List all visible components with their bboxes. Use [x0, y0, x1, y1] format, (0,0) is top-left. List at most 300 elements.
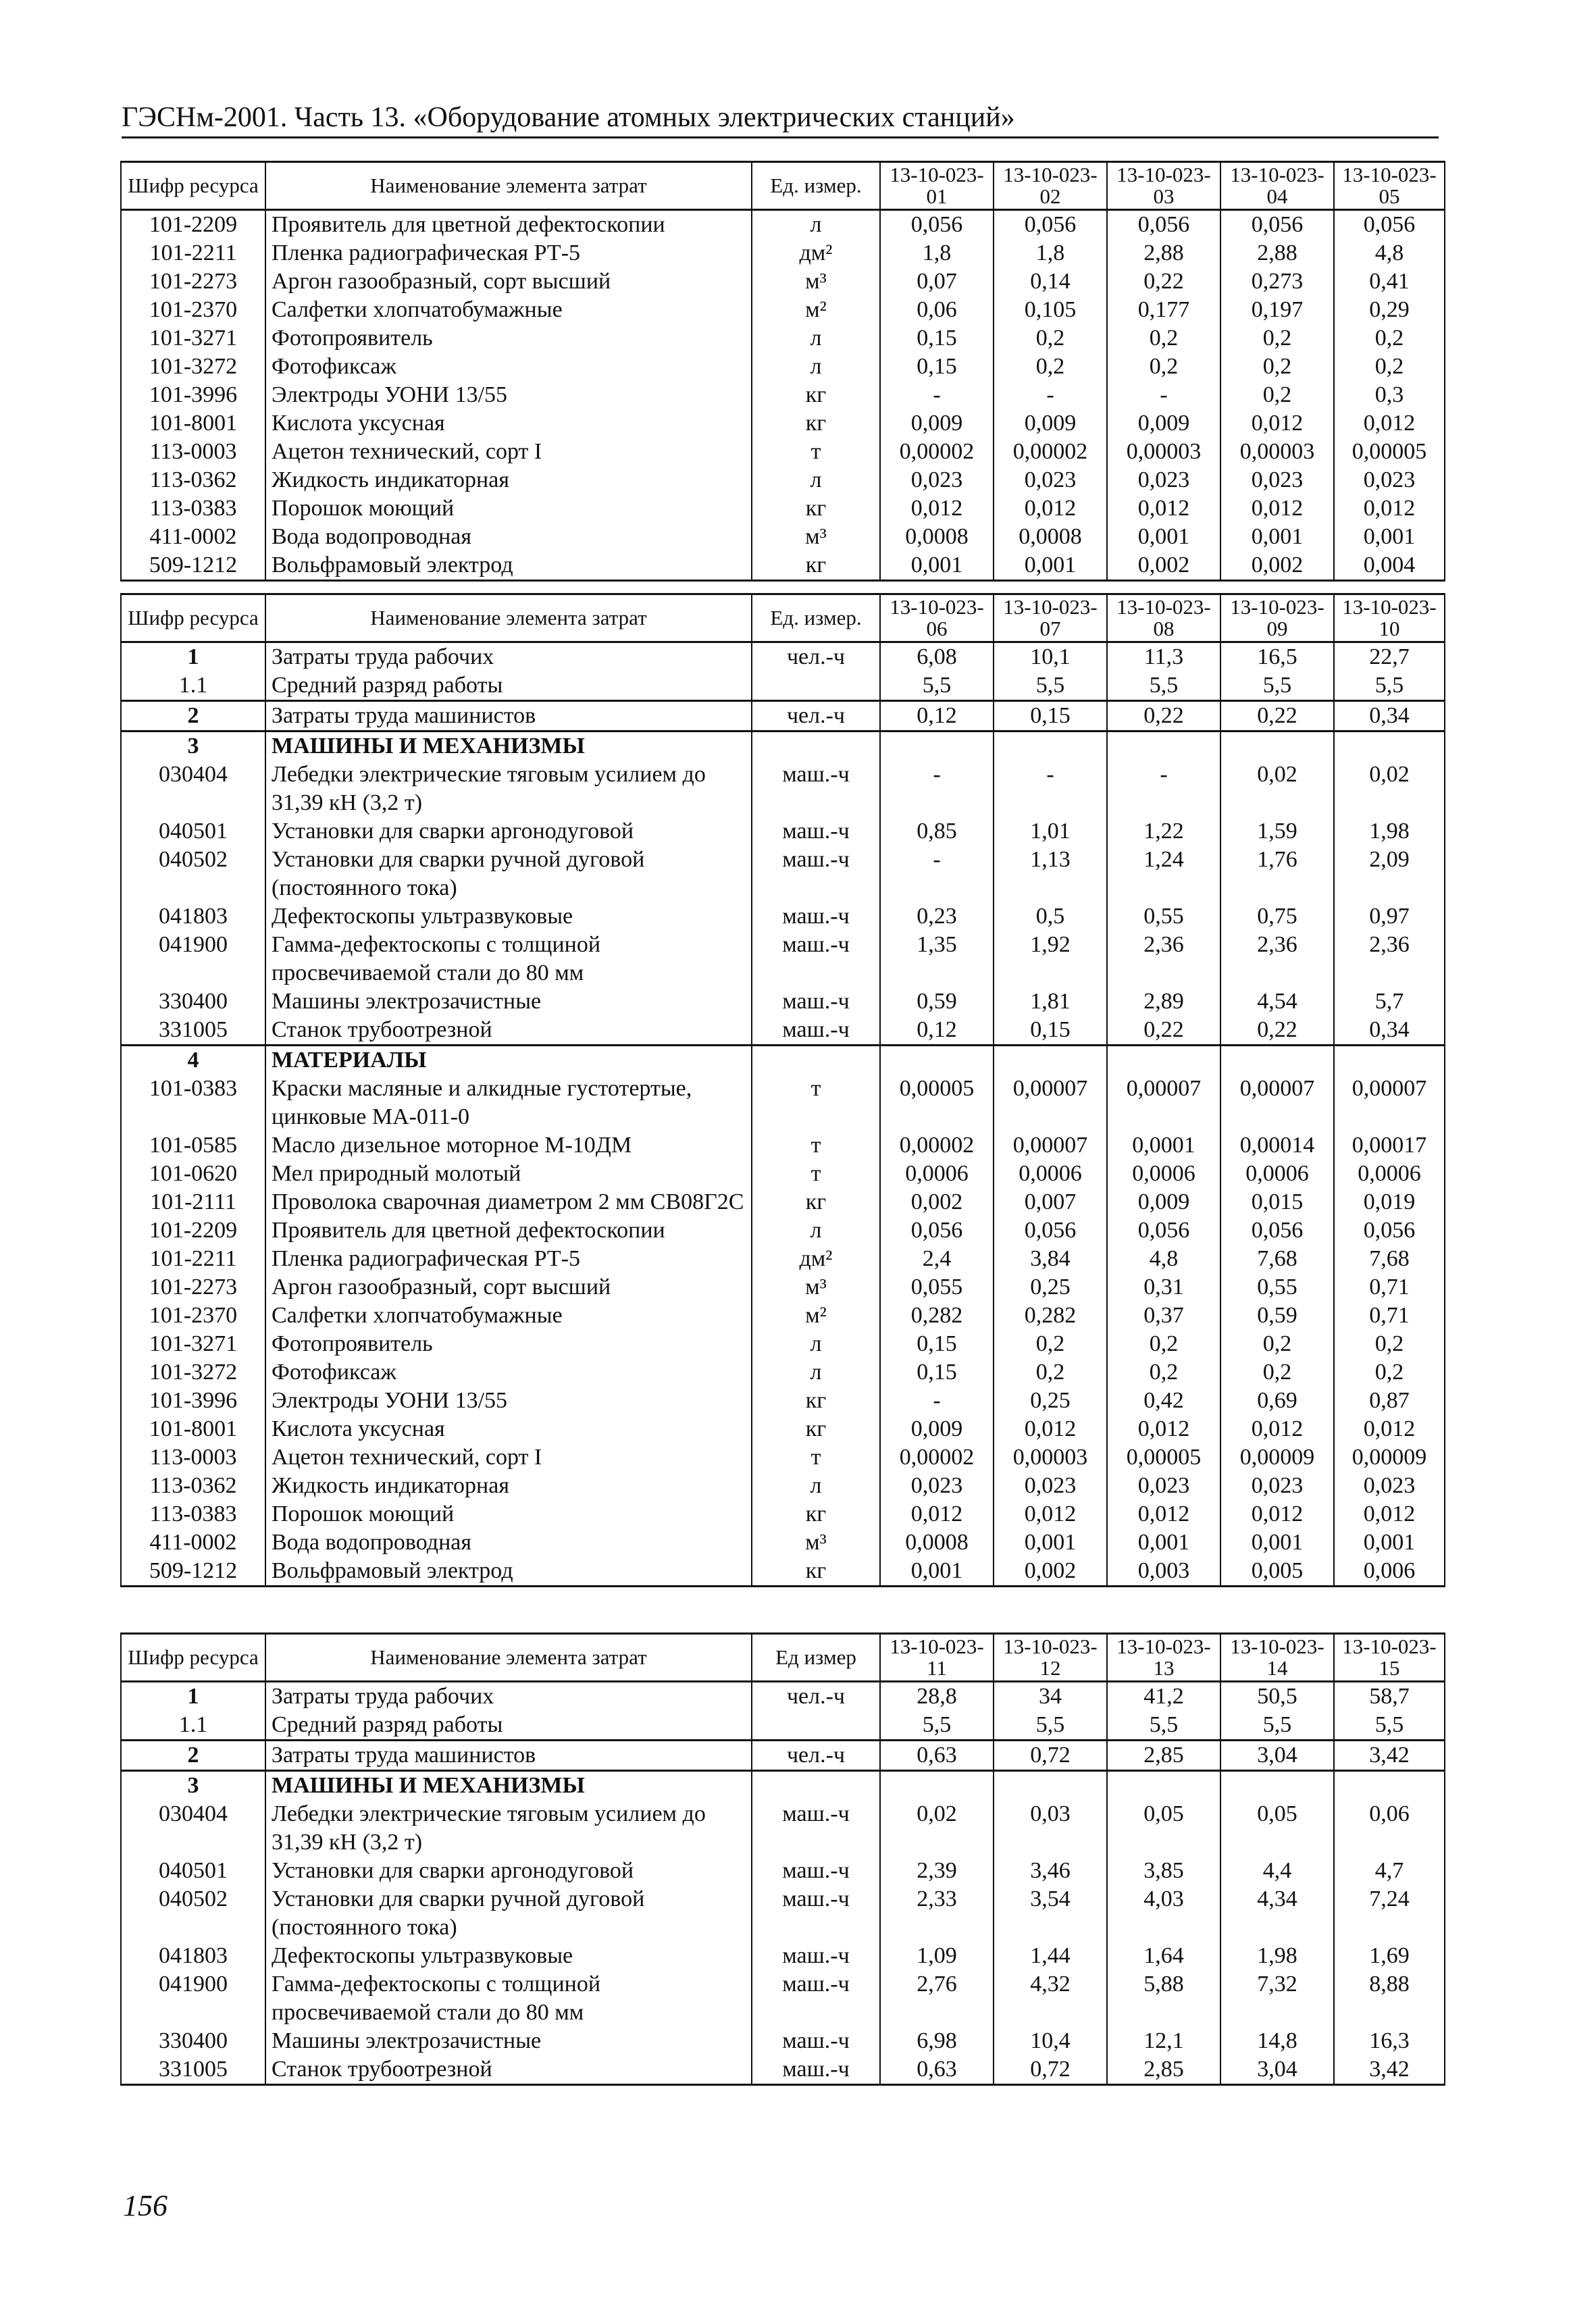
- cell-value: 0,282: [994, 1302, 1107, 1330]
- cell-value: [994, 1771, 1107, 1801]
- cell-value: 0,012: [1107, 1415, 1220, 1443]
- cell-code: 101-2111: [121, 1188, 265, 1216]
- cell-value: 4,7: [1334, 1857, 1445, 1885]
- cell-value: -: [1107, 381, 1220, 409]
- cell-unit: кг: [752, 409, 880, 438]
- cell-value: 0,05: [1107, 1800, 1220, 1857]
- cell-value: 5,5: [1220, 1711, 1334, 1741]
- cell-value: 22,7: [1334, 642, 1445, 672]
- table-row: [121, 1330, 1445, 1358]
- table-header-row: [121, 594, 1445, 642]
- cell-value: 0,00009: [1334, 1443, 1445, 1472]
- cell-value: 0,5: [994, 902, 1107, 931]
- cell-unit: м³: [752, 1273, 880, 1302]
- cell-value: 0,001: [994, 1528, 1107, 1557]
- cell-value: 0,72: [994, 1741, 1107, 1771]
- cell-value: 0,2: [1334, 324, 1445, 353]
- cell-code: 101-3996: [121, 381, 265, 409]
- cell-value: 0,056: [880, 210, 994, 240]
- cell-name: Жидкость индикаторная: [265, 1472, 752, 1500]
- cell-value: 1,92: [994, 931, 1107, 987]
- cell-code: 331005: [121, 2055, 265, 2085]
- cell-value: 3,84: [994, 1245, 1107, 1273]
- table-row: [121, 239, 1445, 267]
- cell-unit: кг: [752, 494, 880, 523]
- cell-value: 3,85: [1107, 1857, 1220, 1885]
- cell-name: Дефектоскопы ультразвуковые: [265, 1942, 752, 1970]
- cell-unit: т: [752, 1131, 880, 1160]
- cell-name: Жидкость индикаторная: [265, 466, 752, 494]
- header-norm-code: 13-10-023-09: [1220, 594, 1334, 642]
- cell-unit: [752, 1771, 880, 1801]
- header-norm-code: 13-10-023-13: [1107, 1634, 1220, 1682]
- cell-unit: дм²: [752, 239, 880, 267]
- cell-value: 0,0006: [1334, 1160, 1445, 1188]
- cell-value: 4,34: [1220, 1885, 1334, 1942]
- cell-code: 101-0620: [121, 1160, 265, 1188]
- cell-name: Аргон газообразный, сорт высший: [265, 267, 752, 296]
- cell-name: Пленка радиографическая РТ-5: [265, 1245, 752, 1273]
- cell-value: 1,35: [880, 931, 994, 987]
- table-row: [121, 1131, 1445, 1160]
- cell-value: 1,13: [994, 846, 1107, 902]
- cell-value: 0,006: [1334, 1557, 1445, 1587]
- page-header: ГЭСНм-2001. Часть 13. «Оборудование атомных электрических станций»: [122, 101, 1439, 138]
- cell-name: Затраты труда рабочих: [265, 1682, 752, 1712]
- table-row: [121, 1016, 1445, 1046]
- cell-value: -: [880, 846, 994, 902]
- cell-value: 0,02: [1220, 761, 1334, 817]
- cell-value: 5,5: [1220, 671, 1334, 701]
- table-row: [121, 1216, 1445, 1245]
- cell-value: 16,3: [1334, 2027, 1445, 2055]
- cell-unit: [752, 1711, 880, 1741]
- cell-value: 2,89: [1107, 987, 1220, 1016]
- cell-unit: маш.-ч: [752, 2027, 880, 2055]
- cell-value: 0,71: [1334, 1302, 1445, 1330]
- table-row: [121, 523, 1445, 551]
- cell-value: 0,012: [994, 494, 1107, 523]
- cell-value: 0,012: [1107, 494, 1220, 523]
- table-row: [121, 671, 1445, 701]
- cell-value: 7,68: [1220, 1245, 1334, 1273]
- table-row: [121, 409, 1445, 438]
- cell-value: 2,36: [1220, 931, 1334, 987]
- cell-value: 0,009: [880, 409, 994, 438]
- table-row: [121, 210, 1445, 240]
- cell-value: 0,59: [880, 987, 994, 1016]
- cell-value: 34: [994, 1682, 1107, 1712]
- cell-value: 0,2: [1107, 1330, 1220, 1358]
- cell-unit: т: [752, 1160, 880, 1188]
- header-name: Наименование элемента затрат: [265, 594, 752, 642]
- cell-value: 12,1: [1107, 2027, 1220, 2055]
- cell-unit: маш.-ч: [752, 1800, 880, 1857]
- header-norm-code: 13-10-023-07: [994, 594, 1107, 642]
- cell-unit: м³: [752, 1528, 880, 1557]
- cell-value: 0,055: [880, 1273, 994, 1302]
- table-row: [121, 1857, 1445, 1885]
- header-norm-code: 13-10-023-01: [880, 162, 994, 210]
- cell-code: 041900: [121, 1970, 265, 2027]
- cell-value: 2,88: [1107, 239, 1220, 267]
- cell-name: МАТЕРИАЛЫ: [265, 1046, 752, 1075]
- cell-name: Электроды УОНИ 13/55: [265, 1387, 752, 1415]
- table-row: [121, 642, 1445, 672]
- cell-name: МАШИНЫ И МЕХАНИЗМЫ: [265, 1771, 752, 1801]
- cell-unit: кг: [752, 1188, 880, 1216]
- cell-unit: л: [752, 324, 880, 353]
- cell-code: 113-0383: [121, 1500, 265, 1528]
- cell-value: 5,5: [1334, 671, 1445, 701]
- cell-unit: маш.-ч: [752, 1942, 880, 1970]
- header-unit: Ед. измер.: [752, 162, 880, 210]
- cell-unit: л: [752, 1330, 880, 1358]
- cell-name: Фотопроявитель: [265, 1330, 752, 1358]
- cell-unit: чел.-ч: [752, 701, 880, 731]
- cell-code: 1: [121, 642, 265, 672]
- cell-value: 0,007: [994, 1188, 1107, 1216]
- cell-value: 0,023: [994, 1472, 1107, 1500]
- cell-value: 5,5: [880, 1711, 994, 1741]
- cell-value: 0,105: [994, 296, 1107, 324]
- cell-name: Электроды УОНИ 13/55: [265, 381, 752, 409]
- cell-value: -: [994, 381, 1107, 409]
- table-row: [121, 1711, 1445, 1741]
- cell-code: 2: [121, 1741, 265, 1771]
- cell-value: 0,009: [1107, 409, 1220, 438]
- header-code: Шифр ресурса: [121, 1634, 265, 1682]
- cell-code: 030404: [121, 761, 265, 817]
- cell-value: 7,24: [1334, 1885, 1445, 1942]
- cell-unit: маш.-ч: [752, 2055, 880, 2085]
- cell-value: 10,1: [994, 642, 1107, 672]
- cell-value: 3,04: [1220, 1741, 1334, 1771]
- cell-code: 113-0003: [121, 438, 265, 466]
- table-row: [121, 1046, 1445, 1075]
- cell-value: 3,42: [1334, 1741, 1445, 1771]
- cell-value: 0,22: [1107, 267, 1220, 296]
- cell-value: 2,4: [880, 1245, 994, 1273]
- cell-unit: кг: [752, 551, 880, 581]
- table-row: [121, 438, 1445, 466]
- cell-code: 101-0585: [121, 1131, 265, 1160]
- cell-code: 509-1212: [121, 1557, 265, 1587]
- cell-value: 4,32: [994, 1970, 1107, 2027]
- cell-code: 330400: [121, 2027, 265, 2055]
- cell-value: 0,42: [1107, 1387, 1220, 1415]
- cell-value: -: [880, 1387, 994, 1415]
- cell-code: 101-2370: [121, 1302, 265, 1330]
- cell-value: 4,8: [1107, 1245, 1220, 1273]
- cell-unit: чел.-ч: [752, 642, 880, 672]
- cell-value: 0,2: [1220, 324, 1334, 353]
- cell-value: 8,88: [1334, 1970, 1445, 2027]
- cell-value: 0,00002: [880, 438, 994, 466]
- table-row: [121, 817, 1445, 846]
- cell-value: 0,00003: [994, 1443, 1107, 1472]
- cell-value: 2,09: [1334, 846, 1445, 902]
- cell-value: 0,282: [880, 1302, 994, 1330]
- cell-value: 0,001: [1107, 523, 1220, 551]
- cell-value: 0,2: [1107, 353, 1220, 381]
- cell-value: 0,02: [880, 1800, 994, 1857]
- cell-name: Фотофиксаж: [265, 1358, 752, 1387]
- cell-value: 2,85: [1107, 1741, 1220, 1771]
- cell-value: 5,7: [1334, 987, 1445, 1016]
- cell-code: 101-3996: [121, 1387, 265, 1415]
- table-row: [121, 2027, 1445, 2055]
- cell-unit: маш.-ч: [752, 1016, 880, 1046]
- cell-code: 101-2209: [121, 210, 265, 240]
- cell-value: 0,2: [1107, 1358, 1220, 1387]
- cell-value: 11,3: [1107, 642, 1220, 672]
- cell-value: [994, 1046, 1107, 1075]
- cell-value: 0,056: [1107, 210, 1220, 240]
- cell-name: Затраты труда машинистов: [265, 1741, 752, 1771]
- cell-value: [1334, 731, 1445, 761]
- cell-value: 0,2: [1334, 1358, 1445, 1387]
- cell-value: 0,001: [994, 551, 1107, 581]
- cell-name: Порошок моющий: [265, 1500, 752, 1528]
- cell-value: 0,001: [1334, 1528, 1445, 1557]
- cell-code: 041803: [121, 902, 265, 931]
- cell-value: 3,46: [994, 1857, 1107, 1885]
- cell-code: 101-2273: [121, 267, 265, 296]
- cell-value: 0,009: [994, 409, 1107, 438]
- cell-value: 0,056: [880, 1216, 994, 1245]
- cell-code: 101-2370: [121, 296, 265, 324]
- cell-unit: чел.-ч: [752, 1682, 880, 1712]
- cell-value: 0,2: [994, 1358, 1107, 1387]
- cell-value: 3,04: [1220, 2055, 1334, 2085]
- cell-value: 0,2: [1220, 1358, 1334, 1387]
- cell-value: 0,0006: [1107, 1160, 1220, 1188]
- cell-code: 101-0383: [121, 1075, 265, 1131]
- cell-value: 5,5: [1334, 1711, 1445, 1741]
- table-row: [121, 1800, 1445, 1857]
- table-row: [121, 1771, 1445, 1801]
- table-header-row: [121, 1634, 1445, 1682]
- cell-code: 2: [121, 701, 265, 731]
- header-unit: Ед. измер.: [752, 594, 880, 642]
- cell-name: Дефектоскопы ультразвуковые: [265, 902, 752, 931]
- table-row: [121, 1075, 1445, 1131]
- cell-value: 0,22: [1220, 701, 1334, 731]
- cell-name: Вода водопроводная: [265, 1528, 752, 1557]
- cell-value: 0,056: [1220, 1216, 1334, 1245]
- table-row: [121, 1942, 1445, 1970]
- cell-value: [1334, 1771, 1445, 1801]
- cell-unit: м³: [752, 267, 880, 296]
- cell-code: 101-3271: [121, 324, 265, 353]
- cell-value: 6,08: [880, 642, 994, 672]
- cell-value: [1220, 731, 1334, 761]
- cell-unit: [752, 1046, 880, 1075]
- cell-unit: л: [752, 1216, 880, 1245]
- cell-value: 0,29: [1334, 296, 1445, 324]
- cell-value: 2,33: [880, 1885, 994, 1942]
- cell-name: Средний разряд работы: [265, 671, 752, 701]
- cell-unit: л: [752, 210, 880, 240]
- cell-code: 3: [121, 731, 265, 761]
- cell-value: 1,98: [1334, 817, 1445, 846]
- header-unit: Ед измер: [752, 1634, 880, 1682]
- cell-name: Краски масляные и алкидные густотертые, цинковые МА-011-0: [265, 1075, 752, 1131]
- cell-value: 0,3: [1334, 381, 1445, 409]
- cell-unit: маш.-ч: [752, 846, 880, 902]
- cell-value: 0,00005: [880, 1075, 994, 1131]
- cell-value: 0,012: [1334, 1500, 1445, 1528]
- cell-code: 040501: [121, 1857, 265, 1885]
- cell-value: 0,00002: [880, 1131, 994, 1160]
- cell-value: 0,05: [1220, 1800, 1334, 1857]
- cell-value: 2,88: [1220, 239, 1334, 267]
- cell-value: 0,0006: [994, 1160, 1107, 1188]
- cell-value: 0,003: [1107, 1557, 1220, 1587]
- header-code: Шифр ресурса: [121, 594, 265, 642]
- cell-value: 0,87: [1334, 1387, 1445, 1415]
- cell-value: 41,2: [1107, 1682, 1220, 1712]
- table-row: [121, 1500, 1445, 1528]
- cell-code: 101-2211: [121, 1245, 265, 1273]
- table-row: [121, 1472, 1445, 1500]
- header-norm-code: 13-10-023-06: [880, 594, 994, 642]
- cell-code: 101-3272: [121, 1358, 265, 1387]
- header-code: Шифр ресурса: [121, 162, 265, 210]
- cell-code: 3: [121, 1771, 265, 1801]
- table-row: [121, 1387, 1445, 1415]
- cell-value: 0,012: [1334, 494, 1445, 523]
- cell-value: 2,85: [1107, 2055, 1220, 2085]
- cell-value: 2,76: [880, 1970, 994, 2027]
- cell-value: 1,44: [994, 1942, 1107, 1970]
- header-norm-code: 13-10-023-14: [1220, 1634, 1334, 1682]
- cell-value: 0,15: [994, 701, 1107, 731]
- cell-name: Ацетон технический, сорт I: [265, 1443, 752, 1472]
- cell-value: 0,15: [880, 1330, 994, 1358]
- table-row: [121, 701, 1445, 731]
- cell-value: 0,25: [994, 1273, 1107, 1302]
- cell-value: 0,001: [880, 551, 994, 581]
- table-row: [121, 1741, 1445, 1771]
- cell-value: 0,012: [994, 1500, 1107, 1528]
- cell-value: [880, 1771, 994, 1801]
- cell-value: 0,23: [880, 902, 994, 931]
- table-row: [121, 1245, 1445, 1273]
- header-norm-code: 13-10-023-11: [880, 1634, 994, 1682]
- cell-value: 0,03: [994, 1800, 1107, 1857]
- cell-name: Установки для сварки аргонодуговой: [265, 817, 752, 846]
- cell-name: Аргон газообразный, сорт высший: [265, 1273, 752, 1302]
- cell-value: 0,14: [994, 267, 1107, 296]
- cell-value: 0,06: [880, 296, 994, 324]
- cell-value: 2,36: [1107, 931, 1220, 987]
- cell-value: 0,15: [880, 353, 994, 381]
- cell-value: 0,273: [1220, 267, 1334, 296]
- table-row: [121, 551, 1445, 581]
- cell-value: 0,00005: [1334, 438, 1445, 466]
- cell-code: 411-0002: [121, 523, 265, 551]
- cell-unit: кг: [752, 1557, 880, 1587]
- cell-value: 0,25: [994, 1387, 1107, 1415]
- cell-name: Мел природный молотый: [265, 1160, 752, 1188]
- cell-value: 0,001: [1334, 523, 1445, 551]
- table-row: [121, 2055, 1445, 2085]
- cell-value: [1220, 1046, 1334, 1075]
- cell-value: 0,012: [880, 494, 994, 523]
- header-norm-code: 13-10-023-15: [1334, 1634, 1445, 1682]
- table-row: [121, 1273, 1445, 1302]
- table-row: [121, 1188, 1445, 1216]
- cell-value: 0,056: [994, 1216, 1107, 1245]
- cell-value: 4,8: [1334, 239, 1445, 267]
- table-row: [121, 353, 1445, 381]
- header-norm-code: 13-10-023-10: [1334, 594, 1445, 642]
- cell-value: 0,005: [1220, 1557, 1334, 1587]
- cell-value: 0,00009: [1220, 1443, 1334, 1472]
- cell-code: 113-0362: [121, 466, 265, 494]
- header-name: Наименование элемента затрат: [265, 162, 752, 210]
- cell-unit: дм²: [752, 1245, 880, 1273]
- cell-value: 0,0006: [1220, 1160, 1334, 1188]
- cell-value: 58,7: [1334, 1682, 1445, 1712]
- cell-unit: маш.-ч: [752, 987, 880, 1016]
- cell-value: 0,00007: [994, 1131, 1107, 1160]
- cell-code: 411-0002: [121, 1528, 265, 1557]
- table-row: [121, 931, 1445, 987]
- cell-value: 6,98: [880, 2027, 994, 2055]
- cell-value: 0,02: [1334, 761, 1445, 817]
- cell-unit: т: [752, 438, 880, 466]
- cell-unit: маш.-ч: [752, 1857, 880, 1885]
- cell-code: 101-2273: [121, 1273, 265, 1302]
- cell-name: Гамма-дефектоскопы с толщиной просвечиваемой стали до 80 мм: [265, 1970, 752, 2027]
- table-row: [121, 267, 1445, 296]
- cell-code: 509-1212: [121, 551, 265, 581]
- cell-name: Средний разряд работы: [265, 1711, 752, 1741]
- cell-unit: л: [752, 1358, 880, 1387]
- cell-value: 0,00003: [1220, 438, 1334, 466]
- table-header-row: [121, 162, 1445, 210]
- cell-value: 0,2: [994, 324, 1107, 353]
- cell-value: 0,15: [994, 1016, 1107, 1046]
- cell-value: 0,023: [1220, 1472, 1334, 1500]
- cell-value: 50,5: [1220, 1682, 1334, 1712]
- cell-name: Масло дизельное моторное М-10ДМ: [265, 1131, 752, 1160]
- cell-value: 1,22: [1107, 817, 1220, 846]
- cell-value: 0,00002: [880, 1443, 994, 1472]
- cell-value: 0,009: [1107, 1188, 1220, 1216]
- cell-unit: м³: [752, 523, 880, 551]
- cell-value: 0,00007: [1334, 1075, 1445, 1131]
- cell-value: 1,81: [994, 987, 1107, 1016]
- table-row: [121, 466, 1445, 494]
- cell-value: 0,019: [1334, 1188, 1445, 1216]
- cell-unit: л: [752, 1472, 880, 1500]
- cell-value: 0,009: [880, 1415, 994, 1443]
- table-row: [121, 846, 1445, 902]
- cell-name: Ацетон технический, сорт I: [265, 438, 752, 466]
- cell-value: 5,5: [1107, 1711, 1220, 1741]
- cell-name: Вольфрамовый электрод: [265, 551, 752, 581]
- cell-name: Станок трубоотрезной: [265, 1016, 752, 1046]
- cell-value: 0,15: [880, 324, 994, 353]
- cell-value: 0,177: [1107, 296, 1220, 324]
- cell-unit: маш.-ч: [752, 761, 880, 817]
- cell-value: 0,00005: [1107, 1443, 1220, 1472]
- cell-unit: кг: [752, 1387, 880, 1415]
